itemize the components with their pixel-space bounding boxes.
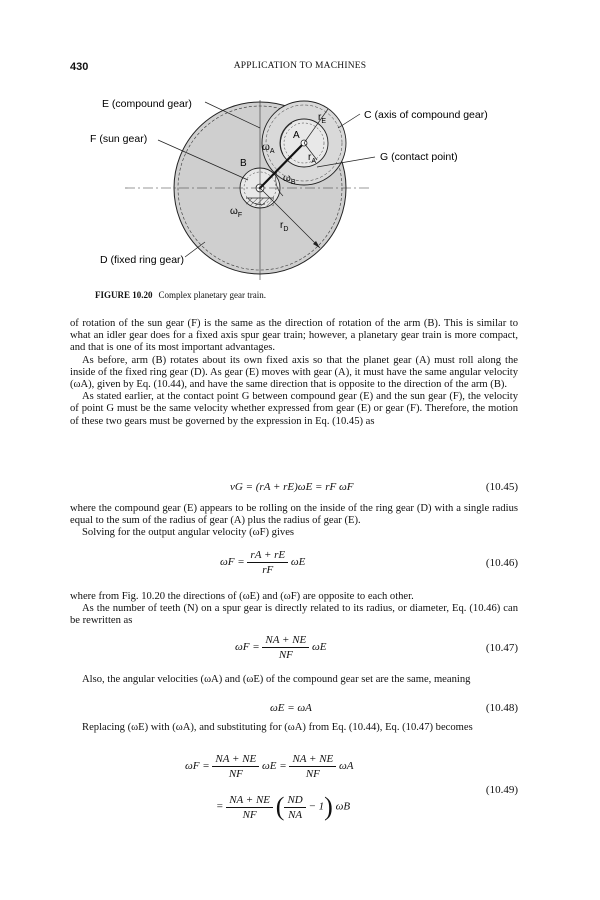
eq48-number: (10.48) bbox=[485, 702, 518, 714]
sym-wF: ω bbox=[230, 206, 238, 217]
page-number: 430 bbox=[70, 61, 89, 73]
svg-text:ωA: $\omega_A$ bbox=[262, 142, 275, 155]
sym-B: B bbox=[240, 158, 247, 169]
body-block-4 bbox=[70, 674, 518, 686]
paragraph-2: As before, arm (B) rotates about its own fixed axis so that the planet gear (A) must roll along the inside of the fixed ring gear (D). As gear (E) moves with gear (A), it must have the same angular velocity (ωA), given by Eq. (10.44), and have the same direction that is opposite to the direction of the arm (B). bbox=[70, 354, 518, 391]
sym-rD: r bbox=[280, 220, 284, 231]
gear-diagram bbox=[70, 80, 530, 290]
figure-caption bbox=[95, 290, 266, 300]
paragraph-7: As the number of teeth (N) on a spur gear is directly related to its radius, or diameter, Eq. (10.46) can be rewritten as bbox=[70, 603, 518, 627]
paragraph-4: where the compound gear (E) appears to be rolling on the inside of the ring gear (D) with a single radius equal to the sum of the radius of gear (A) plus the radius of gear (E). bbox=[70, 503, 518, 527]
svg-text:ωF: $\omega_F$ bbox=[230, 206, 243, 219]
paragraph-8: Also, the angular velocities (ωA) and (ωE) of the compound gear set are the same, meaning bbox=[82, 674, 471, 685]
svg-text:rD: $r_D$ bbox=[280, 220, 289, 233]
body-block-5 bbox=[70, 722, 518, 734]
eq45-body: vG = (rA + rE)ωE = rF ωF bbox=[230, 481, 354, 493]
sym-wA: ω bbox=[262, 142, 270, 153]
label-sun-gear: F (sun gear) bbox=[90, 133, 148, 145]
sym-rE: r bbox=[318, 112, 322, 123]
paragraph-6: where from Fig. 10.20 the directions of (ωE) and (ωF) are opposite to each other. bbox=[70, 591, 414, 602]
svg-text:rE: $r_E$ bbox=[318, 112, 327, 125]
label-compound-gear: E (compound gear) bbox=[102, 98, 192, 110]
body-block-2 bbox=[70, 503, 518, 540]
caption-text: Complex planetary gear train. bbox=[158, 290, 266, 300]
body-block-3 bbox=[70, 591, 518, 628]
eq46-number: (10.46) bbox=[485, 557, 518, 569]
planetary-gear-figure bbox=[70, 80, 530, 290]
equation-10-46: ωF = $\frac{rA + rE}{rF}$ ωE (10.46) bbox=[220, 549, 518, 576]
eq45-number: (10.45) bbox=[485, 481, 518, 493]
eq49-number: (10.49) bbox=[485, 784, 518, 796]
equation-10-49: ωF = $\frac{NA + NE}{NF}$ ωE = $\frac{NA + NE}{NF}$ ωA = $\frac{NA + NE}{NF}$ ( $\frac{ND}{NA}$ − 1) ωB (10.49) bbox=[185, 753, 518, 821]
paragraph-5: Solving for the output angular velocity (ωF) gives bbox=[82, 527, 295, 539]
body-block-1 bbox=[70, 318, 518, 428]
svg-text:ωB: $\omega_B$ bbox=[283, 173, 296, 186]
running-title: APPLICATION TO MACHINES bbox=[233, 61, 367, 71]
sym-rA: r bbox=[308, 152, 312, 163]
label-axis-c: C (axis of compound gear) bbox=[364, 109, 488, 121]
eq47-number: (10.47) bbox=[485, 642, 518, 654]
sym-A: A bbox=[293, 130, 300, 141]
paragraph-3: As stated earlier, at the contact point G between compound gear (E) and the sun gear (F), the velocity of point G must be the same velocity whether expressed from gear (E) or gear (F). Therefore, the motion of these two gears must be governed by the expression in Eq. (10.45) as bbox=[70, 391, 518, 427]
svg-text:rA: $r_A$ bbox=[308, 152, 317, 165]
label-contact-g: G (contact point) bbox=[380, 151, 458, 163]
equation-10-47: ωF = $\frac{NA + NE}{NF}$ ωE (10.47) bbox=[235, 634, 518, 661]
label-ring-gear: D (fixed ring gear) bbox=[100, 254, 185, 266]
caption-number: FIGURE 10.20 bbox=[95, 290, 153, 300]
paragraph-9: Replacing (ωE) with (ωA), and substituting for (ωA) from Eq. (10.44), Eq. (10.47) becomes bbox=[82, 722, 473, 733]
sym-wB: ω bbox=[283, 173, 291, 184]
paragraph-1: of rotation of the sun gear (F) is the same as the direction of rotation of the arm (B). This is similar to what an idler gear does for a fixed axis spur gear train; however, a planetary gear train is more compact, and that is one of its most important advantages. bbox=[70, 318, 518, 354]
